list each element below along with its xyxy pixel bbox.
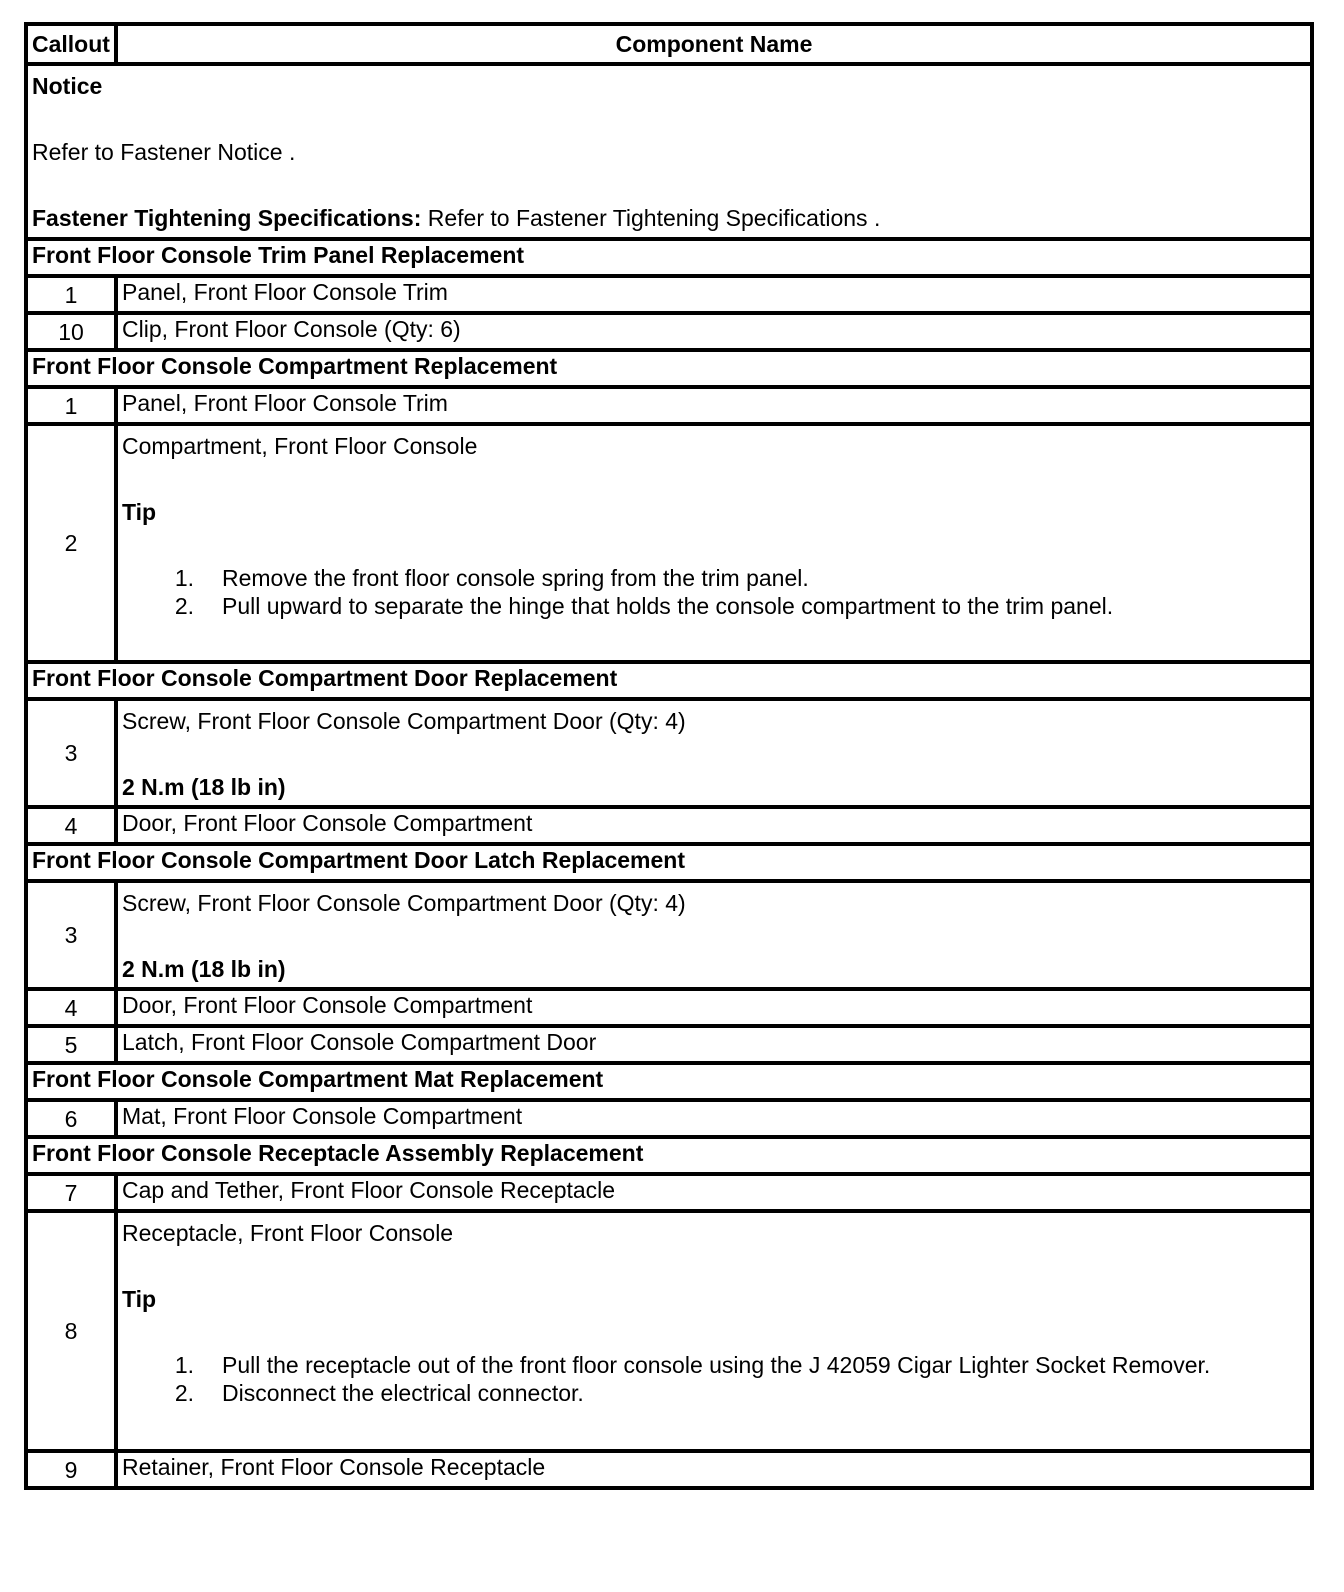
callout-cell: 4	[26, 807, 116, 844]
table-row	[26, 989, 1312, 1026]
callout-cell: 6	[26, 1100, 116, 1137]
table-row	[26, 881, 1312, 989]
table-row	[26, 313, 1312, 350]
component-cell: Panel, Front Floor Console Trim	[116, 387, 1312, 424]
section-row	[26, 239, 1312, 276]
component-cell: Door, Front Floor Console Compartment	[116, 807, 1312, 844]
component-cell	[116, 881, 1312, 989]
section-title: Front Floor Console Trim Panel Replacement	[26, 239, 1312, 276]
callout-cell: 3	[26, 881, 116, 989]
callout-cell: 10	[26, 313, 116, 350]
table-row	[26, 807, 1312, 844]
component-table	[24, 22, 1314, 1490]
table-row	[26, 387, 1312, 424]
callout-cell: 4	[26, 989, 116, 1026]
spec-link[interactable]: Refer to Fastener Tightening Specifications .	[421, 205, 881, 231]
tip-step: 1. Pull the receptacle out of the front floor console using the J 42059 Cigar Lighter Socket Remover.	[174, 1352, 1211, 1378]
component-name: Screw, Front Floor Console Compartment Door (Qty: 4)	[122, 708, 686, 734]
spec-line	[32, 204, 1306, 232]
component-cell: Latch, Front Floor Console Compartment Door	[116, 1026, 1312, 1063]
notice-cell	[26, 64, 1312, 239]
tip-step: 1. Remove the front floor console spring from the trim panel.	[174, 565, 809, 591]
table-row	[26, 276, 1312, 313]
callout-cell: 1	[26, 387, 116, 424]
spec-label: Fastener Tightening Specifications:	[32, 205, 422, 231]
component-cell: Door, Front Floor Console Compartment	[116, 989, 1312, 1026]
component-name: Screw, Front Floor Console Compartment Door (Qty: 4)	[122, 890, 686, 916]
callout-cell: 2	[26, 424, 116, 662]
notice-row	[26, 64, 1312, 239]
callout-cell: 1	[26, 276, 116, 313]
header-row	[26, 24, 1312, 64]
callout-cell: 3	[26, 699, 116, 807]
section-row	[26, 662, 1312, 699]
section-title: Front Floor Console Compartment Replacement	[26, 350, 1312, 387]
table-row	[26, 1026, 1312, 1063]
component-cell	[116, 699, 1312, 807]
tip-step: 2. Pull upward to separate the hinge that holds the console compartment to the trim panel.	[174, 593, 1114, 619]
table-row	[26, 1174, 1312, 1211]
section-row	[26, 350, 1312, 387]
tip-steps	[122, 564, 1306, 620]
header-component: Component Name	[116, 24, 1312, 64]
tip-title: Tip	[122, 1286, 157, 1312]
callout-cell: 8	[26, 1211, 116, 1451]
callout-cell: 5	[26, 1026, 116, 1063]
table-row	[26, 1211, 1312, 1451]
component-name: Receptacle, Front Floor Console	[122, 1220, 454, 1246]
component-cell: Cap and Tether, Front Floor Console Receptacle	[116, 1174, 1312, 1211]
component-cell	[116, 1211, 1312, 1451]
section-title: Front Floor Console Compartment Door Replacement	[26, 662, 1312, 699]
table-row	[26, 424, 1312, 662]
component-cell: Retainer, Front Floor Console Receptacle	[116, 1451, 1312, 1488]
component-cell	[116, 424, 1312, 662]
component-cell: Mat, Front Floor Console Compartment	[116, 1100, 1312, 1137]
section-row	[26, 1063, 1312, 1100]
tip-steps	[122, 1351, 1306, 1407]
notice-link[interactable]: Refer to Fastener Notice .	[32, 139, 296, 165]
component-cell: Panel, Front Floor Console Trim	[116, 276, 1312, 313]
section-row	[26, 844, 1312, 881]
section-row	[26, 1137, 1312, 1174]
component-name: Compartment, Front Floor Console	[122, 433, 478, 459]
table-row	[26, 1451, 1312, 1488]
header-callout: Callout	[26, 24, 116, 64]
section-title: Front Floor Console Compartment Mat Replacement	[26, 1063, 1312, 1100]
callout-cell: 7	[26, 1174, 116, 1211]
section-title: Front Floor Console Receptacle Assembly Replacement	[26, 1137, 1312, 1174]
notice-title: Notice	[32, 73, 103, 99]
tip-step: 2. Disconnect the electrical connector.	[174, 1380, 584, 1406]
table-row	[26, 1100, 1312, 1137]
section-title: Front Floor Console Compartment Door Latch Replacement	[26, 844, 1312, 881]
component-cell: Clip, Front Floor Console (Qty: 6)	[116, 313, 1312, 350]
tip-title: Tip	[122, 499, 157, 525]
callout-cell: 9	[26, 1451, 116, 1488]
table-row	[26, 699, 1312, 807]
torque-spec: 2 N.m (18 lb in)	[122, 774, 286, 800]
torque-spec: 2 N.m (18 lb in)	[122, 956, 286, 982]
